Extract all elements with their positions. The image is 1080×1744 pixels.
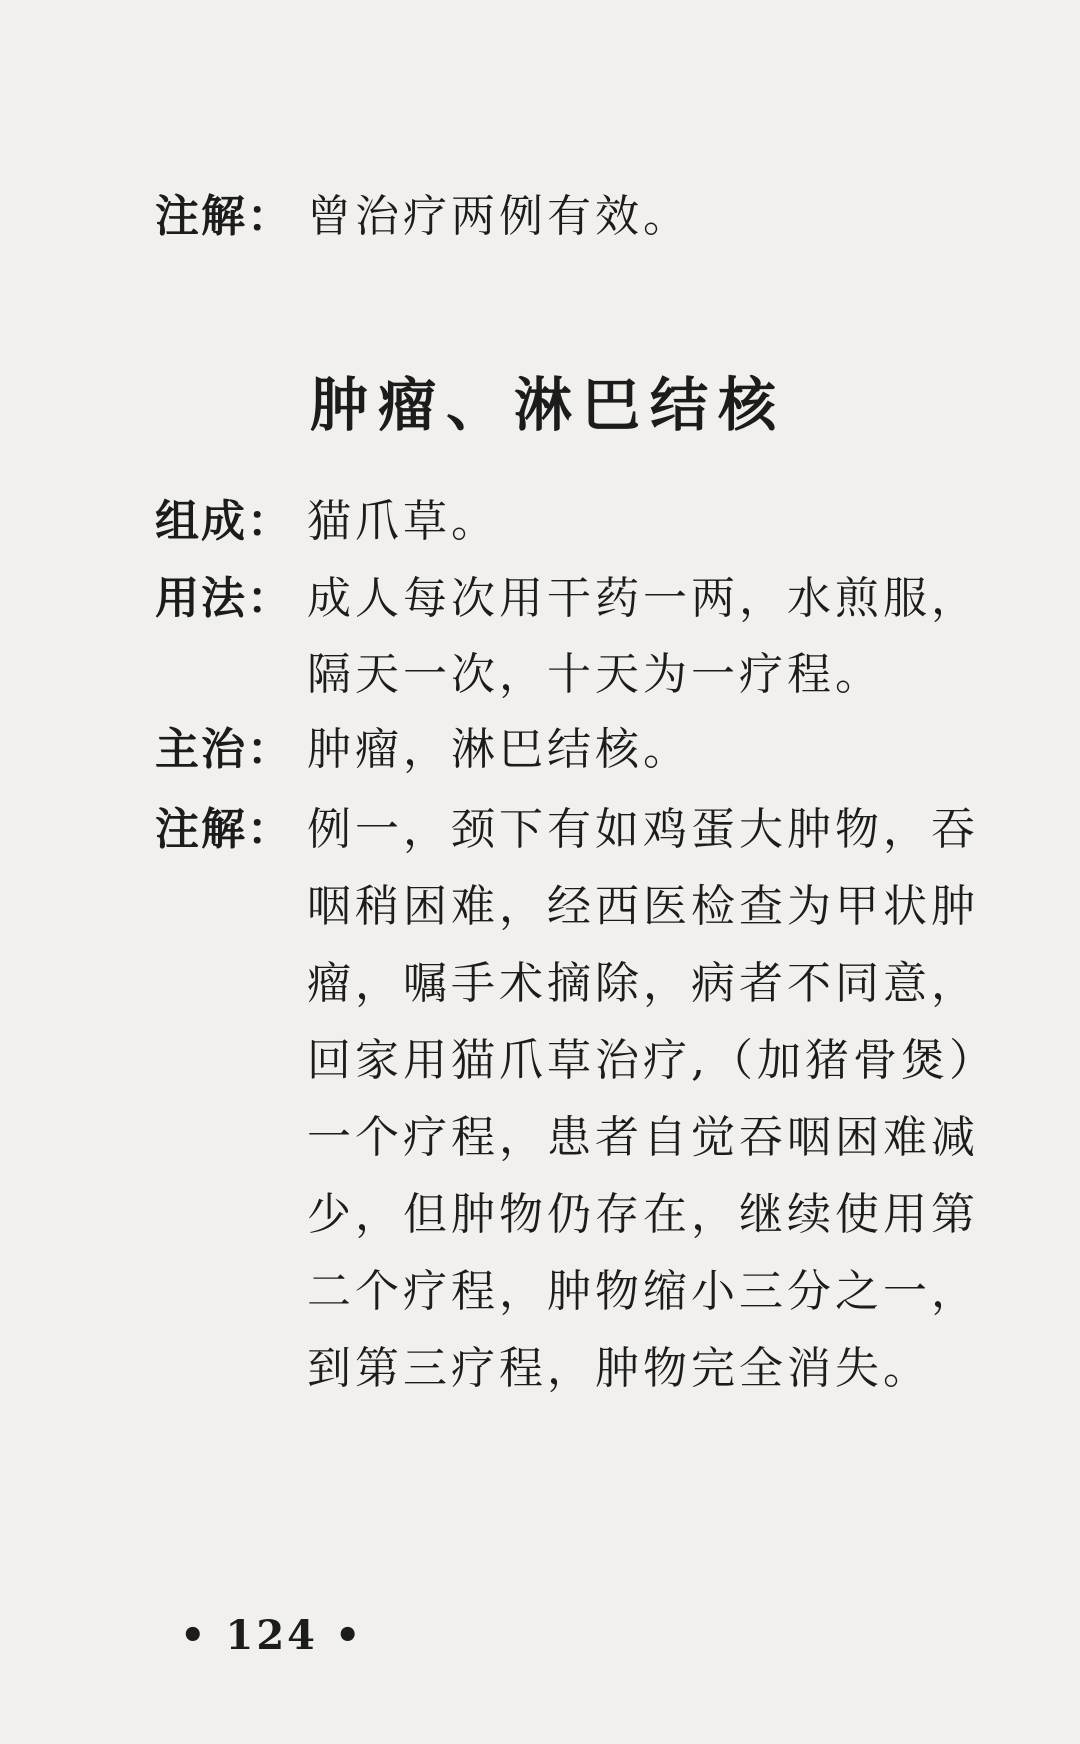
note-line: 瘤，嘱手术摘除，病者不同意， [307,958,979,1009]
indication-text: 肿瘤，淋巴结核。 [307,724,691,775]
indication-label: 主治： [155,724,293,775]
note-line: 例一，颈下有如鸡蛋大肿物，吞 [307,804,979,855]
usage-line: 隔天一次，十天为一疗程。 [307,649,883,700]
composition-text: 猫爪草。 [307,496,499,547]
note-line: 少，但肿物仍存在，继续使用第 [307,1189,979,1240]
note-line: 一个疗程，患者自觉吞咽困难减 [307,1112,979,1163]
section-title: 肿瘤、淋巴结核 [309,371,786,439]
prev-note-label: 注解： [155,191,293,242]
composition-label: 组成： [155,496,293,547]
prev-note-text: 曾治疗两例有效。 [307,191,691,242]
note-label: 注解： [155,804,293,855]
note-line: 到第三疗程，肿物完全消失。 [307,1343,931,1394]
note-line: 二个疗程，肿物缩小三分之一， [307,1266,979,1317]
note-line: 咽稍困难，经西医检查为甲状肿 [307,881,979,932]
note-line: 回家用猫爪草治疗,（加猪骨煲） [307,1035,997,1086]
page-number: • 124 • [180,1612,364,1659]
usage-line: 成人每次用干药一两，水煎服， [307,573,979,624]
usage-label: 用法： [155,573,293,624]
